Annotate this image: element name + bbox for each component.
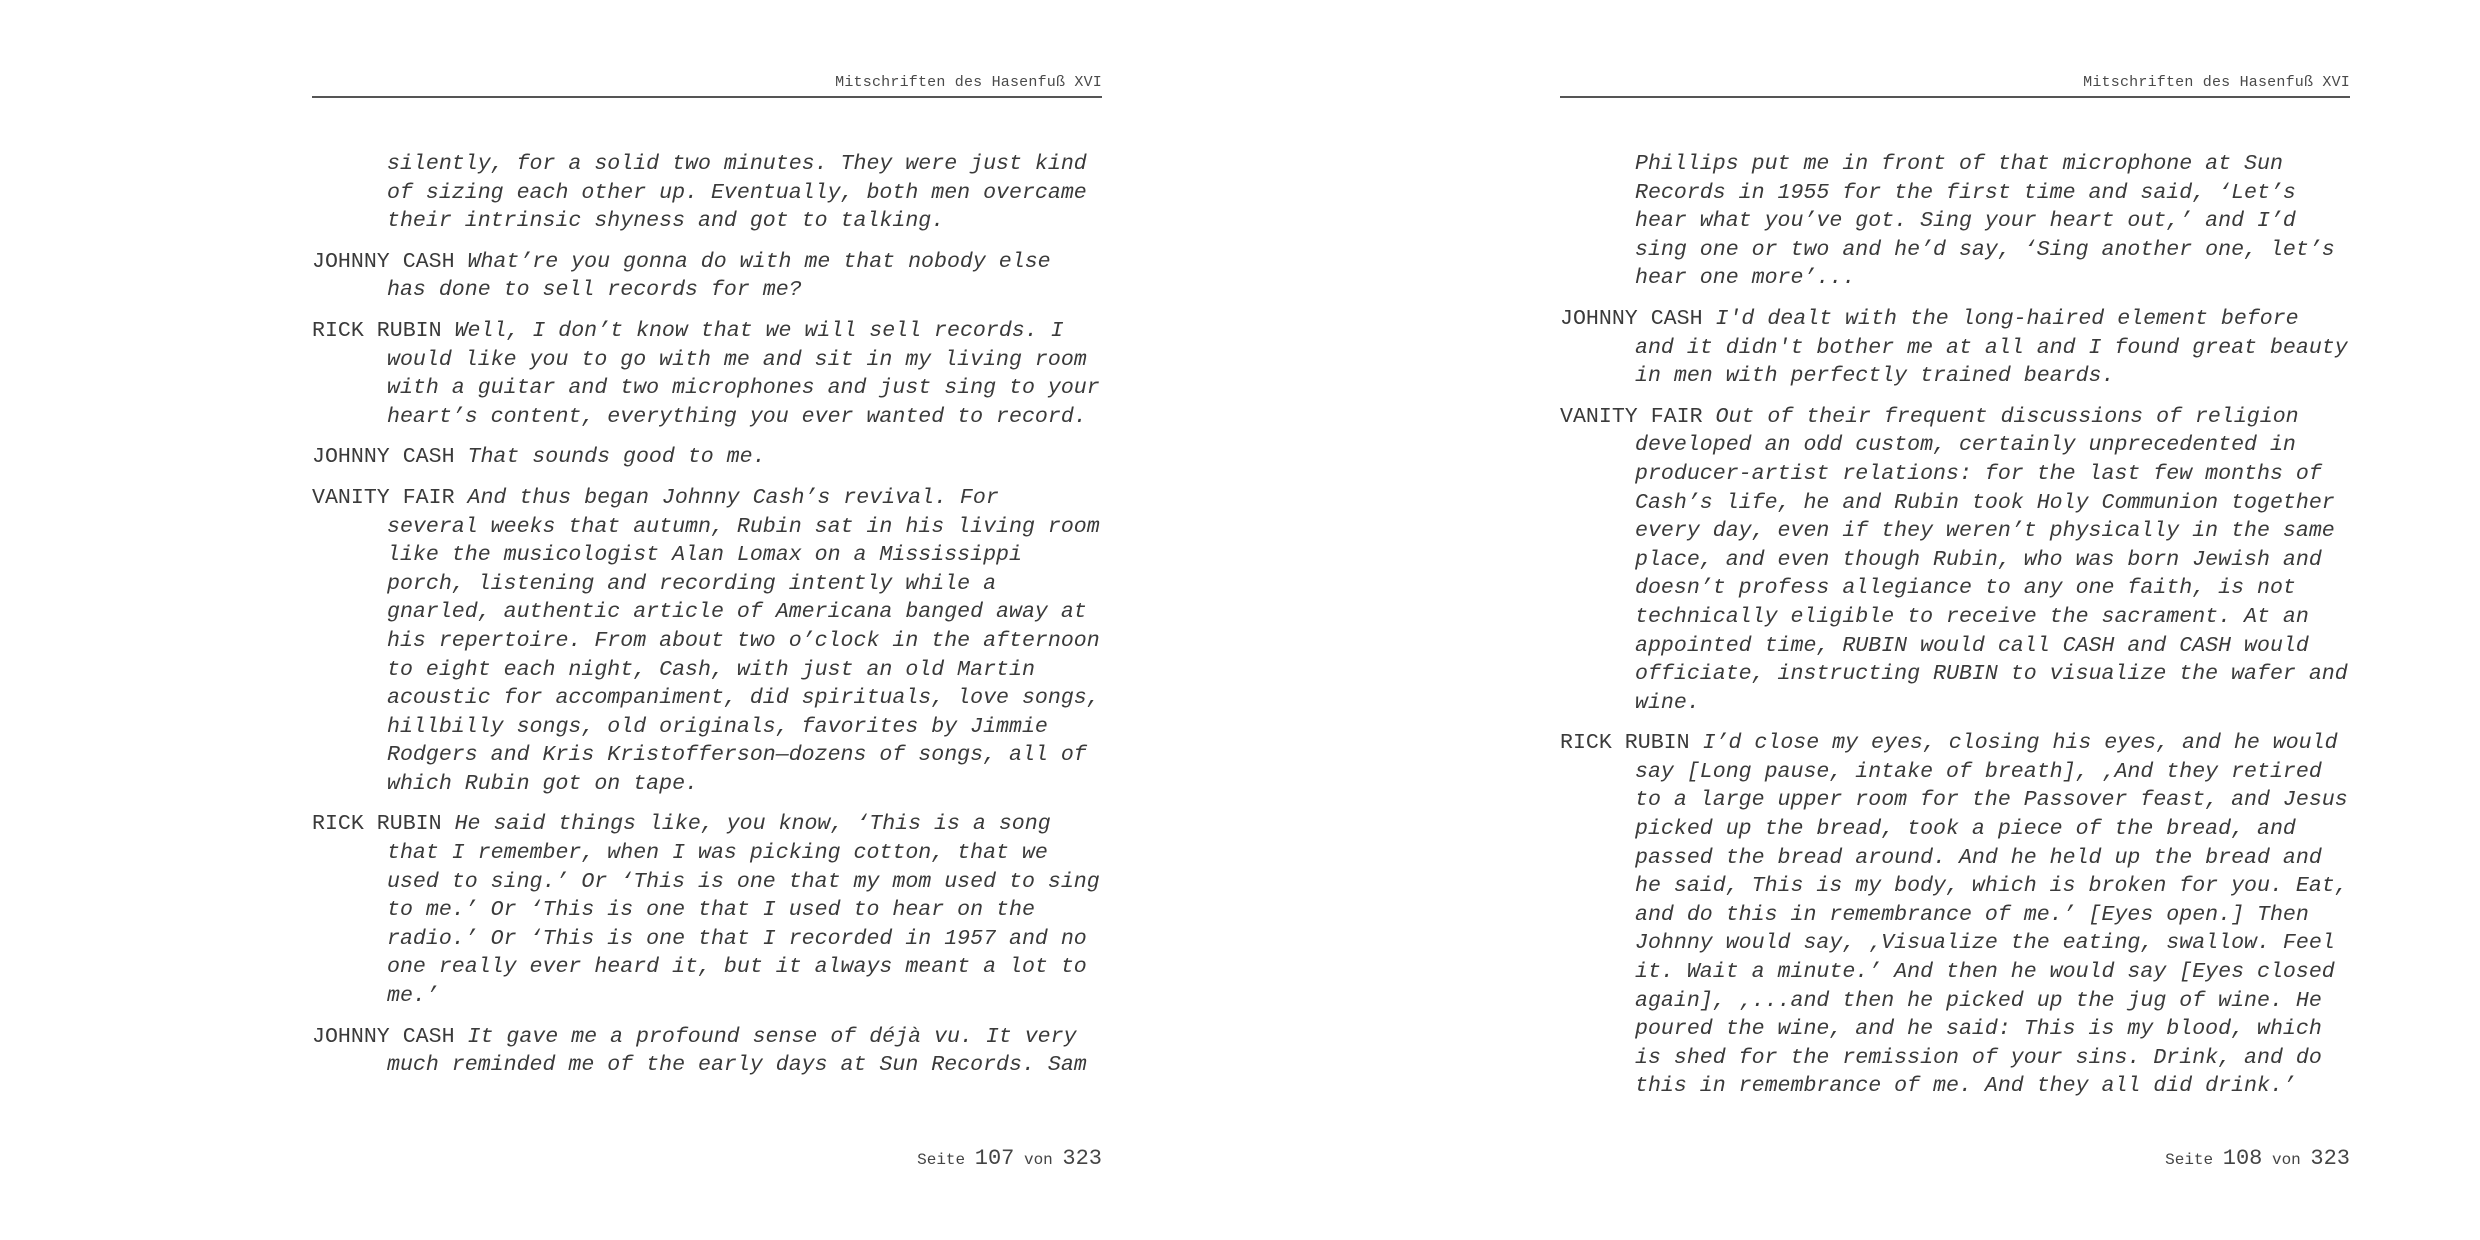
page-body bbox=[1560, 150, 2350, 1113]
continuation-paragraph: silently, for a solid two minutes. They were just kind of sizing each other up. Eventually, both men overcame their intrinsic shyness and got to talking. bbox=[387, 152, 1087, 234]
speaker-name: JOHNNY CASH bbox=[1560, 306, 1703, 331]
dialogue-entry bbox=[1560, 305, 2350, 391]
dialogue-entry bbox=[312, 443, 1102, 472]
dialogue-entry bbox=[312, 810, 1102, 1010]
speech-text: Well, I don’t know that we will sell records. I would like you to go with me and sit in my living room with a guitar and two microphones and just sing to your heart’s content, everything you ever wanted to record. bbox=[387, 318, 1100, 429]
folio-total: 323 bbox=[2310, 1146, 2350, 1171]
dialogue-entry bbox=[1560, 403, 2350, 718]
continuation-paragraph: Phillips put me in front of that microphone at Sun Records in 1955 for the first time and said, ‘Let’s hear what you’ve got. Sing your heart out,’ and I’d sing one or two and he’d say, ‘Sing another one, let’s hear one more’... bbox=[1635, 152, 2335, 291]
speech-text: It gave me a profound sense of déjà vu. It very much reminded me of the early days at Sun Records. Sam bbox=[387, 1024, 1087, 1078]
dialogue-entry bbox=[312, 484, 1102, 799]
page-number bbox=[917, 1146, 1102, 1171]
right-page bbox=[1560, 0, 2350, 1240]
speech-text: That sounds good to me. bbox=[467, 445, 766, 470]
folio-total: 323 bbox=[1062, 1146, 1102, 1171]
folio-separator: von bbox=[2271, 1151, 2301, 1169]
folio-label: Seite bbox=[2165, 1151, 2214, 1169]
speaker-name: RICK RUBIN bbox=[312, 812, 442, 837]
dialogue-entry bbox=[312, 317, 1102, 431]
folio-label: Seite bbox=[917, 1151, 966, 1169]
speech-text: I’d close my eyes, closing his eyes, and he would say [Long pause, intake of breath], ‚And they retired to a large upper room for the Passover feast, and Jesus picked up the bread, took a piece of the bread, and passed the bread around. And he held up the bread and he said, This is my body, which is broken for you. Eat, and do this in remembrance of me.’ [Eyes open.] Then Johnny would say, ‚Visualize the eating, swallow. Feel it. Wait a minute.’ And then he would say [Eyes closed again], ‚...and then he picked up the jug of wine. He poured the wine, and he said: This is my blood, which is shed for the remission of your sins. Drink, and do this in remembrance of me. And they all did drink.’ bbox=[1635, 731, 2348, 1099]
speaker-name: JOHNNY CASH bbox=[312, 1024, 455, 1049]
speech-text: He said things like, you know, ‘This is a song that I remember, when I was picking cotton, that we used to sing.’ Or ‘This is one that my mom used to sing to me.’ Or ‘This is one that I used to hear on the radio.’ Or ‘This is one that I recorded in 1957 and no one really ever heard it, but it always meant a lot to me.’ bbox=[387, 812, 1100, 1009]
page-body bbox=[312, 150, 1102, 1092]
speaker-name: JOHNNY CASH bbox=[312, 445, 455, 470]
speaker-name: RICK RUBIN bbox=[312, 318, 442, 343]
folio-number: 107 bbox=[974, 1146, 1015, 1171]
speaker-name: RICK RUBIN bbox=[1560, 731, 1690, 756]
dialogue-entry bbox=[312, 1023, 1102, 1080]
folio-number: 108 bbox=[2222, 1146, 2263, 1171]
header-rule bbox=[312, 96, 1102, 98]
speech-text: Out of their frequent discussions of religion developed an odd custom, certainly unprecedented in producer-artist relations: for the last few months of Cash’s life, he and Rubin took Holy Communion together every day, even if they weren’t physically in the same place, and even though Rubin, who was born Jewish and doesn’t profess allegiance to any one faith, is not technically eligible to receive the sacrament. At an appointed time, RUBIN would call CASH and CASH would officiate, instructing RUBIN to visualize the wafer and wine. bbox=[1635, 404, 2348, 715]
speech-text: I'd dealt with the long-haired element before and it didn't bother me at all and I found great beauty in men with perfectly trained beards. bbox=[1635, 306, 2348, 389]
speech-text: What’re you gonna do with me that nobody else has done to sell records for me? bbox=[387, 249, 1051, 303]
left-page bbox=[312, 0, 1102, 1240]
speaker-name: JOHNNY CASH bbox=[312, 249, 455, 274]
running-head: Mitschriften des Hasenfuß XVI bbox=[2083, 74, 2350, 91]
page-number bbox=[2165, 1146, 2350, 1171]
speech-text: And thus began Johnny Cash’s revival. For several weeks that autumn, Rubin sat in his living room like the musicologist Alan Lomax on a Mississippi porch, listening and recording intently while a gnarled, authentic article of Americana banged away at his repertoire. From about two o’clock in the afternoon to eight each night, Cash, with just an old Martin acoustic for accompaniment, did spirituals, love songs, hillbilly songs, old originals, favorites by Jimmie Rodgers and Kris Kristofferson—dozens of songs, all of which Rubin got on tape. bbox=[387, 485, 1100, 796]
running-head: Mitschriften des Hasenfuß XVI bbox=[835, 74, 1102, 91]
speaker-name: VANITY FAIR bbox=[312, 485, 455, 510]
speaker-name: VANITY FAIR bbox=[1560, 404, 1703, 429]
dialogue-entry bbox=[312, 248, 1102, 305]
folio-separator: von bbox=[1023, 1151, 1053, 1169]
header-rule bbox=[1560, 96, 2350, 98]
dialogue-entry bbox=[1560, 729, 2350, 1101]
